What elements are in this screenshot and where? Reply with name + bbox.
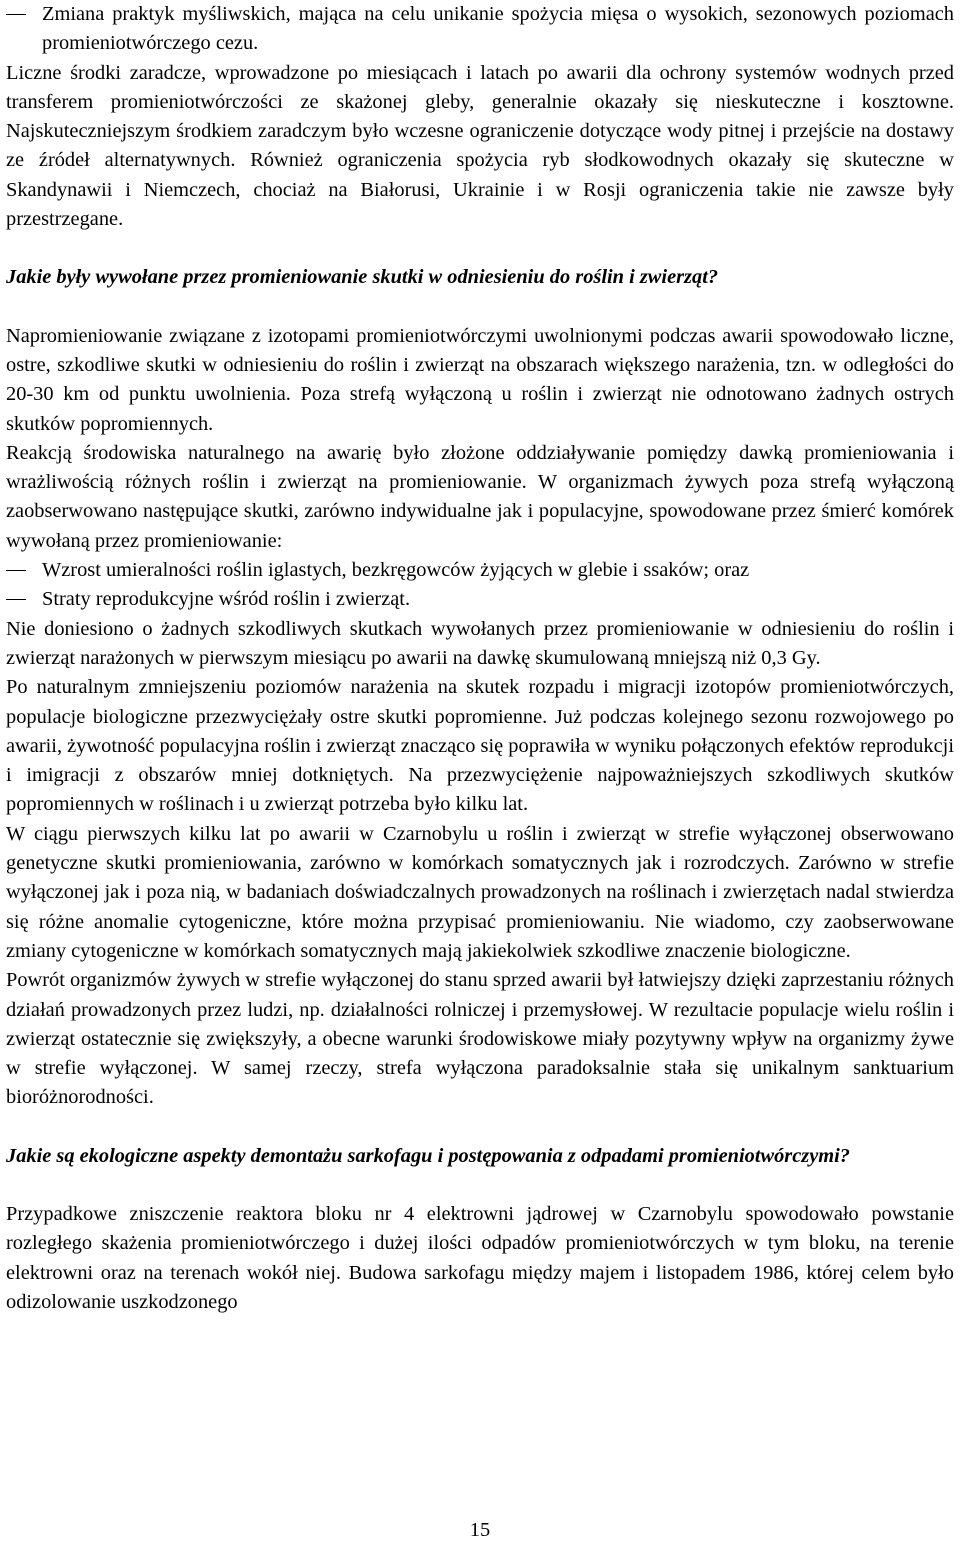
dash-bullet-icon <box>6 599 26 600</box>
section-heading: Jakie były wywołane przez promieniowanie skutki w odniesieniu do roślin i zwierząt? <box>6 266 719 289</box>
body-paragraph: Przypadkowe zniszczenie reaktora bloku nr 4 elektrowni jądrowej w Czarnobylu spowodowało powstanie rozległego skażenia promieniotwórczego i dużej ilości odpadów promieniotwórczych w tym bloku, na terenie elektrowni oraz na terenach wokół niej. Budowa sarkofagu między majem i listopadem 1986, której celem było odizolowanie uszkodzonego <box>6 1202 954 1313</box>
dash-bullet-icon <box>6 570 26 571</box>
list-item-text: Zmiana praktyk myśliwskich, mająca na celu unikanie spożycia mięsa o wysokich, sezonowych poziomach promieniotwórczego cezu. <box>42 3 954 55</box>
dash-bullet-icon <box>6 14 26 15</box>
body-paragraph: Nie doniesiono o żadnych szkodliwych skutkach wywołanych przez promieniowanie w odniesieniu do roślin i zwierząt narażonych w pierwszym miesiącu po awarii na dawkę skumulowaną mniejszą niż 0,3 Gy. <box>6 617 954 669</box>
body-paragraph: Powrót organizmów żywych w strefie wyłączonej do stanu sprzed awarii był łatwiejszy dzięki zaprzestaniu różnych działań prowadzonych przez ludzi, np. działalności rolniczej i przemysłowej. W rezultacie populacje wielu roślin i zwierząt ostatecznie się zwiększyły, a obecne warunki środowiskowe miały pozytywny wpływ na organizmy żywe w strefie wyłączonej. W samej rzeczy, strefa wyłączona paradoksalnie stała się unikalnym sanktuarium bioróżnorodności. <box>6 969 954 1109</box>
body-paragraph: Liczne środki zaradcze, wprowadzone po miesiącach i latach po awarii dla ochrony systemów wodnych przed transferem promieniotwórczości ze skażonej gleby, generalnie okazały się nieskuteczne i kosztowne. Najskuteczniejszym środkiem zaradczym było wczesne ograniczenie dotyczące wody pitnej i przejście na dostawy ze źródeł alternatywnych. Również ograniczenia spożycia ryb słodkowodnych okazały się skuteczne w Skandynawii i Niemczech, chociaż na Białorusi, Ukrainie i w Rosji ograniczenia takie nie zawsze były przestrzegane. <box>6 61 954 231</box>
page-number: 15 <box>469 1519 491 1541</box>
list-item <box>6 556 954 585</box>
list-item <box>6 0 954 59</box>
body-paragraph: Po naturalnym zmniejszeniu poziomów narażenia na skutek rozpadu i migracji izotopów promieniotwórczych, populacje biologiczne przezwyciężały ostre skutki popromienne. Już podczas kolejnego sezonu rozwojowego po awarii, żywotność populacyjna roślin i zwierząt znacząco się poprawiła w wyniku połączonych efektów reprodukcji i imigracji z obszarów mniej dotkniętych. Na przezwyciężenie najpoważniejszych szkodliwych skutków popromiennych w roślinach i u zwierząt potrzeba było kilku lat. <box>6 676 954 816</box>
list-item <box>6 585 954 614</box>
body-paragraph: W ciągu pierwszych kilku lat po awarii w Czarnobylu u roślin i zwierząt w strefie wyłączonej obserwowano genetyczne skutki promieniowania, zarówno w komórkach somatycznych jak i rozrodczych. Zarówno w strefie wyłączonej jak i poza nią, w badaniach doświadczalnych prowadzonych na roślinach i zwierzętach nadal stwierdza się różne anomalie cytogeniczne, które można przypisać promieniowaniu. Nie wiadomo, czy zaobserwowane zmiany cytogeniczne w komórkach somatycznych mają jakiekolwiek szkodliwe znaczenie biologiczne. <box>6 822 954 962</box>
body-paragraph: Reakcją środowiska naturalnego na awarię było złożone oddziaływanie pomiędzy dawką promieniowania i wrażliwością różnych roślin i zwierząt na promieniowanie. W organizmach żywych poza strefą wyłączoną zaobserwowano następujące skutki, zarówno indywidualne jak i populacyjne, spowodowane przez śmierć komórek wywołaną przez promieniowanie: <box>6 441 954 552</box>
section-heading: Jakie są ekologiczne aspekty demontażu sarkofagu i postępowania z odpadami promieniotwórczymi? <box>6 1144 850 1167</box>
list-item-text: Wzrost umieralności roślin iglastych, bezkręgowców żyjących w glebie i ssaków; oraz <box>42 559 750 582</box>
body-paragraph: Napromieniowanie związane z izotopami promieniotwórczymi uwolnionymi podczas awarii spowodowało liczne, ostre, szkodliwe skutki w odniesieniu do roślin i zwierząt na obszarach większego narażenia, tzn. w odległości do 20-30 km od punktu uwolnienia. Poza strefą wyłączoną u roślin i zwierząt nie odnotowano żadnych ostrych skutków popromiennych. <box>6 324 954 435</box>
list-item-text: Straty reprodukcyjne wśród roślin i zwierząt. <box>42 588 411 611</box>
